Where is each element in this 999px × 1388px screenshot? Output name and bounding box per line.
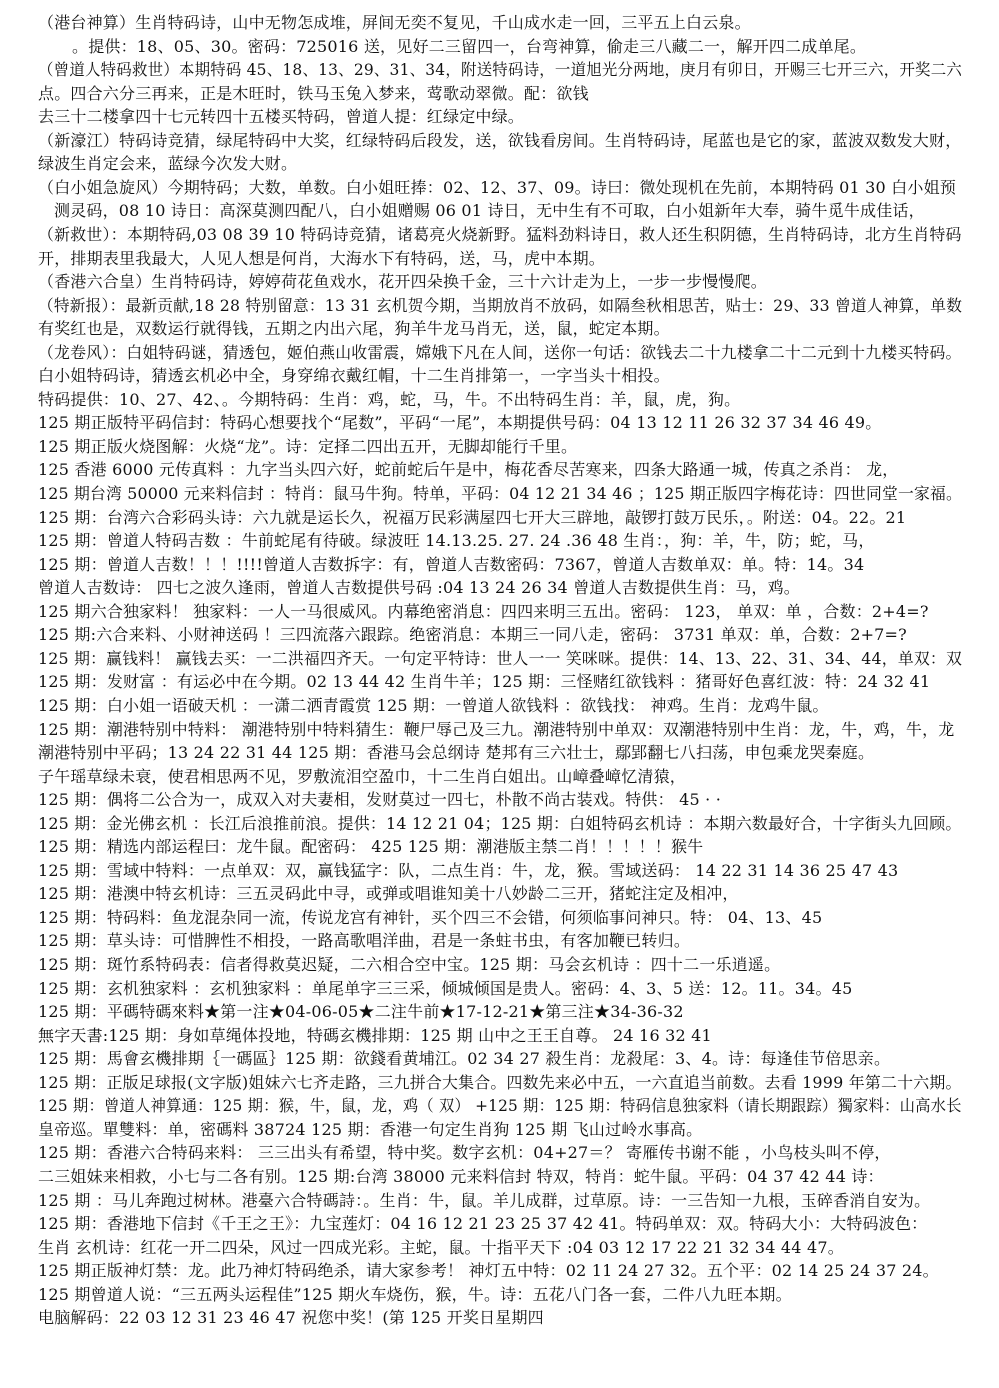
document-line: 电脑解码：22 03 12 31 23 46 47 祝您中奖！(第 125 开奖日星期四: [38, 1308, 544, 1328]
document-line: 125 期：台湾六合彩码头诗：六九就是运长久，祝福万民彩满屋四七开大三辟地，敲锣打鼓万民乐，。附送：04。22。21: [38, 507, 907, 527]
document-line: 125 期：曾道人特码吉数 ：牛前蛇尾有待破。绿波旺 14.13.25. 27. 24 .36 48 生肖：，狗：羊，牛，防；蛇，马，: [38, 531, 875, 551]
document-line: 125 期：斑竹系特码表：信者得救莫迟疑，二六相合空中宝。125 期：马会玄机诗 ：四十二一乐逍遥。: [38, 955, 781, 974]
document-line: 125 期台湾 50000 元来料信封 ：特肖：鼠马牛狗。特单，平码：04 12 21 34 46 ；125 期正版四字梅花诗：四世同堂一家福。: [38, 484, 963, 503]
document-line: 125 期：潮港特别中特料： 潮港特别中特料猜生：鞭尸辱己及三九。潮港特别中单双：双潮港特别中生肖：龙，牛，鸡，牛，龙: [38, 719, 955, 739]
document-line: 125 期：曾道人神算通：125 期：猴，牛，鼠，龙，鸡（ 双） +125 期：125 期：特码信息独家料（请长期跟踪）獨家料：山高水长: [38, 1096, 962, 1116]
document-line: 125 期：偶将二公合为一，成双入对夫妻相，发财莫过一四七，朴散不尚古装戏。特供： 45 · ·: [38, 790, 722, 810]
document-line: 125 期六合独家料！ 独家料：一人一马很威风。内幕绝密消息：四四来明三五出。密码： 123， 单双：单 ，合数：2+4=?: [38, 601, 929, 621]
document-line: （曾道人特码救世）本期特码 45、18、13、29、31、34，附送特码诗，一道旭光分两地，庚月有卯日，开赐三七开三六，开奖二六: [38, 60, 963, 80]
document-line: 125 期：曾道人吉数！！！!!!!曾道人吉数拆字：有，曾道人吉数密码：7367，曾道人吉数单双：单。特：14。34: [38, 554, 865, 574]
document-line: 125 期：平碼特碼來料★第一注★04-06-05★二注牛前★17-12-21★第三注★34-36-32: [38, 1002, 684, 1022]
document-line: （新救世）：本期特码,03 08 39 10 特码诗竞猜，诸葛亮火烧新野。猛料劲料诗日，救人还生积阴德，生肖特码诗，北方生肖特码: [38, 224, 962, 244]
document-line: 测灵码，08 10 诗日：高深莫测四配八，白小姐赠赐 06 01 诗日，无中生有不可取，白小姐新年大奉，骑牛觅牛成佳话，: [54, 201, 925, 221]
document-line: 皇帝巡。單雙料：单，密碼料 38724 125 期：香港一句定生肖狗 125 期 飞山过岭水事高。: [38, 1119, 703, 1139]
document-line: 125 期：精选内部运程曰：龙牛鼠。配密码： 425 125 期：潮港版主禁二肖！！！！！猴牛: [38, 837, 704, 857]
document-line: 125 期：正版足球报(文字版)姐妹六七齐走路，三九拼合大集合。四数先来必中五，一六直追当前数。去看 1999 年第二十六期。: [38, 1072, 962, 1092]
document-line: 125 期：馬會玄機排期｛一碼區｝125 期：欲錢看黄埔江。02 34 27 殺生肖：龙殺尾：3、4。诗：每逢佳节倍思亲。: [38, 1049, 891, 1069]
document-line: （香港六合皇）生肖特码诗，婷婷荷花鱼戏水，花开四朵换千金，三十六计走为上，一步一步慢慢爬。: [38, 272, 768, 292]
document-line: 125 香港 6000 元传真料 ：九字当头四六好，蛇前蛇后午是中，梅花香尽苦寒来，四条大路通一城，传真之杀肖： 龙，: [38, 460, 899, 480]
document-line: 125 期：金光佛玄机 ：长江后浪推前浪。提供：14 12 21 04；125 期：白姐特码玄机诗 ：本期六数最好合，十字街头九回顾。: [38, 813, 962, 833]
document-line: 生肖 玄机诗：红花一开二四朵，风过一四成光彩。主蛇，鼠。十指平天下 :04 03 12 17 22 21 32 34 44 47。: [38, 1237, 844, 1257]
document-line: （特新报）：最新贡献,18 28 特别留意：13 31 玄机贺今期，当期放肖不放码，如隔叁秋相思苦，贴士：29、33 曾道人神算，单数: [38, 295, 963, 315]
document-line: 125 期：港澳中特玄机诗：三五灵码此中寻，或弹或唱谁知美十八妙龄二三开，猪蛇注定及相冲，: [38, 884, 739, 904]
document-line: 125 期：特码料：鱼龙混杂同一流，传说龙宫有神针，买个四三不会错，何须临事问神只。特： 04、13、45: [38, 907, 823, 927]
document-line: 125 期正版火烧图解：火烧“龙”。诗：定择二四出五开，无脚却能行千里。: [38, 436, 578, 456]
document-line: 绿波生肖定会来，蓝绿今次发大财。: [38, 154, 298, 174]
document-line: 無字天書:125 期：身如草绳体投地，特碼玄機排期：125 期 山中之王王自尊。 24 16 32 41: [38, 1025, 712, 1045]
document-line: 。提供：18、05、30。密码：725016 送，见好二三留四一，台弯神算，偷走三八藏二一，解开四二成单尾。: [72, 36, 867, 56]
document-line: 开，排期表里我最大，人见人想是何肖，大海水下有特码，送，马，虎中本期。: [38, 248, 606, 268]
document-line: 125 期曾道人说：“三五两头运程佳”125 期火车烧伤，猴，牛。诗：五花八门各一套，二件八九旺本期。: [38, 1284, 792, 1304]
document-line: 125 期正版神灯禁：龙。此乃神灯特码绝杀，请大家参考！ 神灯五中特：02 11 24 27 32。五个平：02 14 25 24 37 24。: [38, 1261, 939, 1281]
document-line: （港台神算）生肖特码诗，山中无物怎成堆，屏间无奕不复见，千山成水走一回，三平五上白云泉。: [38, 13, 751, 32]
document-line: 白小姐特码诗，猜透玄机必中全，身穿绵衣戴红帽，十二生肖排第一，一字当头十相投。: [38, 366, 670, 386]
document-line: 125 期：发财富 ：有运必中在今期。02 13 44 42 生肖牛羊；125 期：三怪赌红欲钱料 ：猪哥好色喜红波：特：24 32 41: [38, 672, 931, 692]
document-line: 特码提供：10、27、42、。今期特码：生肖：鸡，蛇，马，牛。不出特码生肖：羊，鼠，虎，狗。: [38, 389, 741, 409]
document-line: 有奖红也是，双数运行就得钱，五期之内出六尾，狗羊牛龙马肖无，送，鼠，蛇定本期。: [38, 319, 670, 339]
document-line: （白小姐急旋风）今期特码；大数，单数。白小姐旺捧：02、12、37、09。诗曰：微处现机在先前，本期特码 01 30 白小姐预: [38, 177, 957, 197]
document-line: 125 期正版特平码信封：特码心想要找个“尾数”，平码“一尾”，本期提供号码：04 13 12 11 26 32 37 34 46 49。: [38, 413, 882, 433]
document-line: 125 期：雪域中特料：一点单双：双，赢钱猛字：队，二点生肖：牛，龙，猴。雪域送码： 14 22 31 14 36 25 47 43: [38, 860, 899, 880]
document-line: 子午瑶草绿未衰，使君相思两不见，罗敷流泪空盈巾，十二生肖白姐出。山嶂叠嶂忆清猿，: [38, 766, 687, 786]
document-line: 潮港特别中平码；13 24 22 31 44 125 期：香港马会总纲诗 楚邦有三六壮士，鄢郢翻七八扫荡，申包乘龙哭秦庭。: [38, 743, 875, 763]
document-line: 125 期：草头诗：可惜脾性不相投，一路高歌唱洋曲，君是一条蛀书虫，有客加鞭已转归。: [38, 931, 691, 951]
document-line: 125 期 ：马儿奔跑过树林。港臺六合特碼詩：。生肖：牛，鼠。羊儿成群，过草原。诗：一三告知一九根，玉碎香消自安为。: [38, 1190, 931, 1210]
document-line: 125 期：香港地下信封《千王之王》：九宝莲灯：04 16 12 21 23 25 37 42 41。特码单双：双。特码大小：大特码波色：: [38, 1214, 928, 1234]
document-line: 去三十二楼拿四十七元转四十五楼买特码，曾道人提：红绿定中绿。: [38, 107, 525, 127]
document-line: 125 期：白小姐一语破天机 ：一潇二洒青霞赏 125 期：一曾道人欲钱料 ：欲钱找： 神鸡。生肖：龙鸡牛鼠。: [38, 695, 829, 715]
document-line: 125 期：香港六合特码来料： 三三出头有希望，特中奖。数字玄机：04+27＝？ 寄雁传书谢不能 ，小鸟枝头叫不停，: [38, 1143, 891, 1163]
document-line: （新濠江）特码诗竞猜，绿尾特码中大奖，红绿特码后段发，送，欲钱看房间。生肖特码诗，尾蓝也是它的家，蓝波双数发大财，: [38, 130, 962, 150]
document-line: 125 期：玄机独家料 ：玄机独家料 ：单尾单字三三采，倾城倾国是贵人。密码：4、3、5 送：12。11。34。45: [38, 978, 853, 998]
document-line: 125 期：赢钱料！ 赢钱去买：一二洪福四齐天。一句定平特诗：世人一一 笑咪咪。提供：14、13、22、31、34、44，单双：双: [38, 648, 963, 668]
document-line: 125 期:六合来料、小财神送码 ！三四流落六跟踪。绝密消息：本期三一同八走，密码： 3731 单双：单，合数：2+7=?: [38, 625, 907, 645]
document-line: （龙卷风）：白姐特码谜，猜透包，姬伯燕山收雷震，嫦娥下凡在人间，送你一句话：欲钱去二十九楼拿二十二元到十九楼买特码。: [38, 342, 962, 362]
document-line: 曾道人吉数诗： 四七之波久逢雨，曾道人吉数提供号码 :04 13 24 26 34 曾道人吉数提供生肖：马，鸡。: [38, 578, 800, 598]
document-line: 二三姐妹来相救，小七与二各有别。125 期:台湾 38000 元来料信封 特双，特肖：蛇牛鼠。平码：04 37 42 44 诗：: [38, 1166, 884, 1186]
document-line: 点。四合六分三再来，正是木旺时，铁马玉兔入梦来，莺歌动翠微。配：欲钱: [38, 83, 589, 103]
